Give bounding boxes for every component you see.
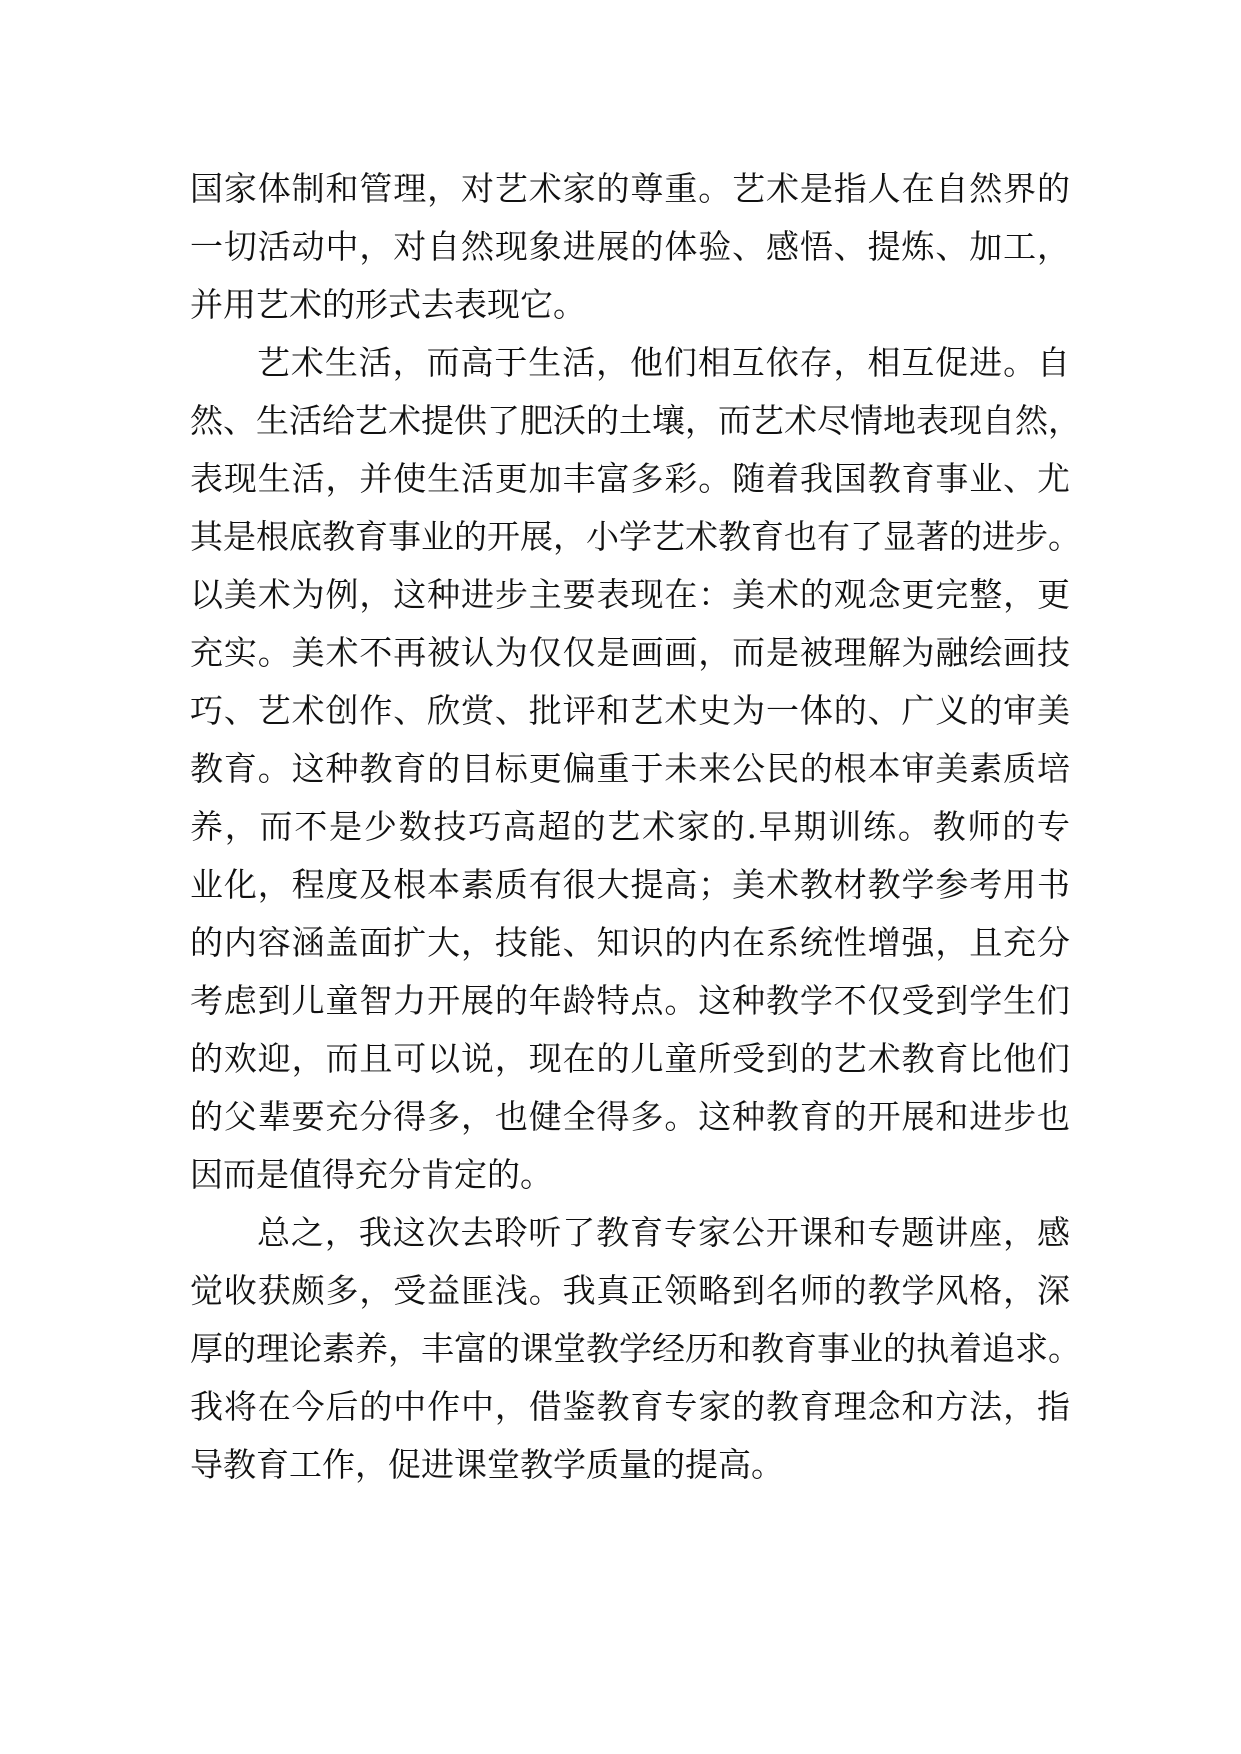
text-line: 巧、艺术创作、欣赏、批评和艺术史为一体的、广义的审美 [190, 691, 1070, 730]
text-line: 教育。这种教育的目标更偏重于未来公民的根本审美素质培 [190, 749, 1070, 788]
text-line: 国家体制和管理，对艺术家的尊重。艺术是指人在自然界的 [190, 169, 1070, 208]
text-line: 的欢迎，而且可以说，现在的儿童所受到的艺术教育比他们 [190, 1039, 1070, 1078]
text-line: 总之，我这次去聆听了教育专家公开课和专题讲座，感 [257, 1213, 1070, 1252]
text-line: 并用艺术的形式去表现它。 [190, 285, 586, 324]
text-line: 然、生活给艺术提供了肥沃的土壤，而艺术尽情地表现自然， [190, 401, 1081, 440]
body-text [190, 160, 1081, 1494]
text-line: 的父辈要充分得多，也健全得多。这种教育的开展和进步也 [190, 1097, 1070, 1136]
text-line: 觉收获颇多，受益匪浅。我真正领略到名师的教学风格，深 [190, 1271, 1070, 1310]
text-line: 其是根底教育事业的开展，小学艺术教育也有了显著的进步。 [190, 517, 1081, 556]
text-line: 以美术为例，这种进步主要表现在：美术的观念更完整，更 [190, 575, 1070, 614]
text-line: 业化，程度及根本素质有很大提高；美术教材教学参考用书 [190, 865, 1070, 904]
text-line: 厚的理论素养，丰富的课堂教学经历和教育事业的执着追求。 [190, 1329, 1081, 1368]
paragraph-2 [190, 334, 1081, 1204]
paragraph-1 [190, 160, 1070, 334]
paragraph-3 [190, 1204, 1081, 1494]
text-line: 表现生活，并使生活更加丰富多彩。随着我国教育事业、尤 [190, 459, 1070, 498]
text-line: 艺术生活，而高于生活，他们相互依存，相互促进。自 [257, 343, 1070, 382]
text-line: 导教育工作，促进课堂教学质量的提高。 [190, 1445, 784, 1484]
text-line: 养，而不是少数技巧高超的艺术家的.早期训练。教师的专 [190, 807, 1070, 846]
text-line: 我将在今后的中作中，借鉴教育专家的教育理念和方法，指 [190, 1387, 1070, 1426]
text-line: 的内容涵盖面扩大，技能、知识的内在系统性增强，且充分 [190, 923, 1070, 962]
text-line: 因而是值得充分肯定的。 [190, 1155, 553, 1194]
text-line: 充实。美术不再被认为仅仅是画画，而是被理解为融绘画技 [190, 633, 1070, 672]
text-line: 一切活动中，对自然现象进展的体验、感悟、提炼、加工， [190, 227, 1070, 266]
text-line: 考虑到儿童智力开展的年龄特点。这种教学不仅受到学生们 [190, 981, 1070, 1020]
